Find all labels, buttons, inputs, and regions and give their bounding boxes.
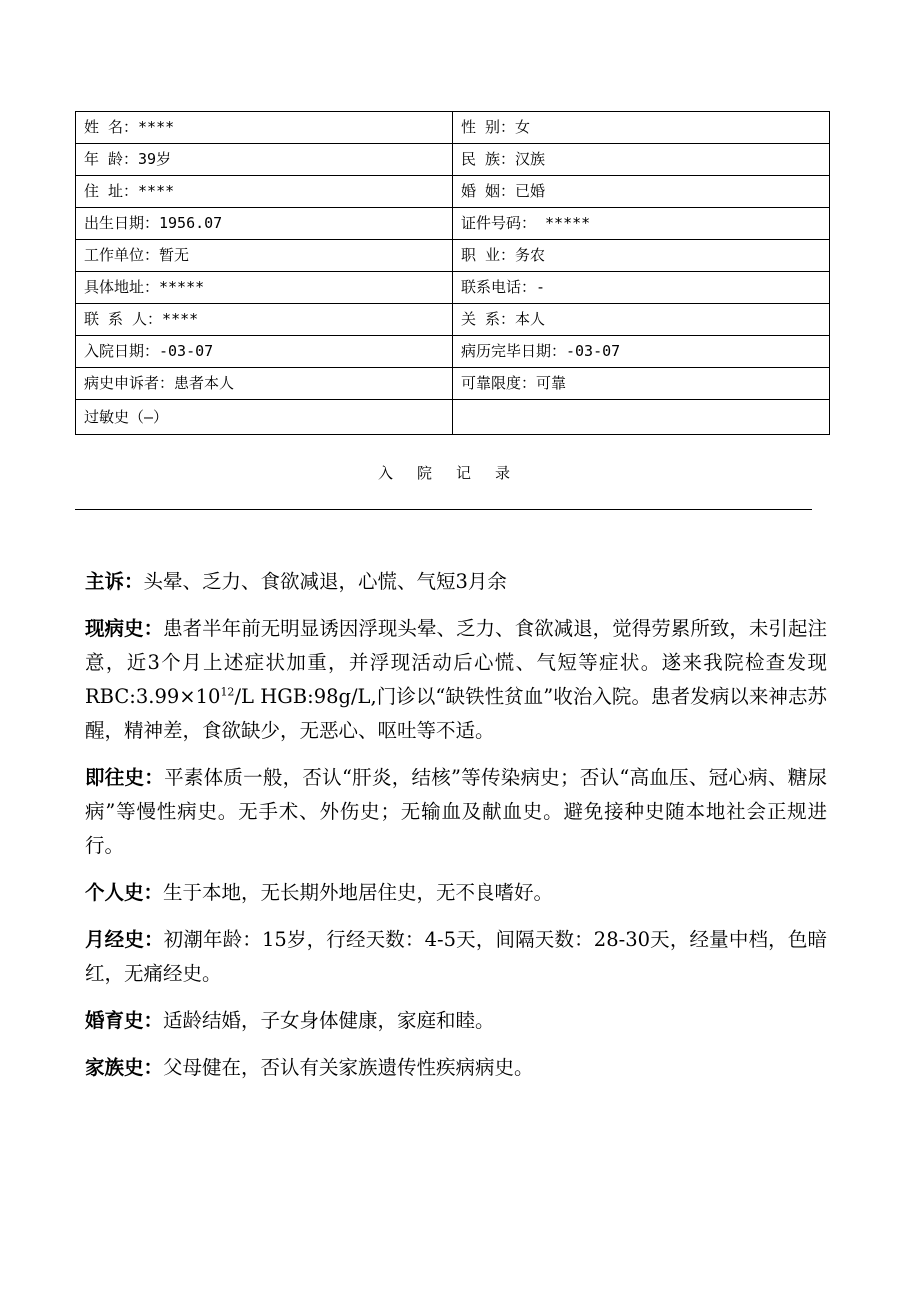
marital-history-text: 适龄结婚，子女身体健康，家庭和睦。 <box>163 1009 495 1032</box>
table-row <box>76 368 830 400</box>
rbc-exponent: 12 <box>220 685 235 699</box>
address-cell: 住 址：**** <box>76 176 453 208</box>
contact-person-cell: 联 系 人：**** <box>76 304 453 336</box>
present-illness-label: 现病史： <box>85 617 164 640</box>
past-history-text: 平素体质一般，否认“肝炎，结核”等传染病史；否认“高血压、冠心病、糖尿病”等慢性病史。无手术、外伤史；无输血及献血史。避免接种史随本地社会正规进行。 <box>85 766 827 857</box>
table-row <box>76 112 830 144</box>
personal-history-text: 生于本地，无长期外地居住史，无不良嗜好。 <box>163 881 554 904</box>
history-informant-cell: 病史申诉者：患者本人 <box>76 368 453 400</box>
present-illness-text-continued: /L HGB:98g/L,门诊以“缺铁性贫血”收治入院。患者发病以来神志苏醒，精神差，食欲缺少，无恶心、呕吐等不适。 <box>85 685 827 742</box>
table-row <box>76 240 830 272</box>
family-history-label: 家族史： <box>85 1056 164 1079</box>
ethnicity-cell: 民 族：汉族 <box>453 144 830 176</box>
chief-complaint-section <box>85 565 827 599</box>
employer-cell: 工作单位：暂无 <box>76 240 453 272</box>
phone-cell: 联系电话：- <box>453 272 830 304</box>
name-cell: 姓 名：**** <box>76 112 453 144</box>
table-row <box>76 272 830 304</box>
birth-date-cell: 出生日期：1956.07 <box>76 208 453 240</box>
id-number-cell: 证件号码： ***** <box>453 208 830 240</box>
relationship-cell: 关 系：本人 <box>453 304 830 336</box>
title-divider <box>75 509 812 510</box>
record-completion-date-cell: 病历完毕日期：-03-07 <box>453 336 830 368</box>
admission-date-cell: 入院日期：-03-07 <box>76 336 453 368</box>
family-history-text: 父母健在，否认有关家族遗传性疾病病史。 <box>163 1056 534 1079</box>
menstrual-history-section <box>85 923 827 991</box>
reliability-cell: 可靠限度：可靠 <box>453 368 830 400</box>
patient-info-table <box>75 111 830 435</box>
marital-history-label: 婚育史： <box>85 1009 164 1032</box>
present-illness-section <box>85 612 827 748</box>
empty-cell <box>453 400 830 435</box>
menstrual-history-label: 月经史： <box>85 928 164 951</box>
past-history-section <box>85 761 827 863</box>
age-cell: 年 龄：39岁 <box>76 144 453 176</box>
personal-history-section <box>85 876 827 910</box>
table-row <box>76 304 830 336</box>
table-row <box>76 400 830 435</box>
table-row <box>76 176 830 208</box>
family-history-section <box>85 1051 827 1085</box>
detailed-address-cell: 具体地址：***** <box>76 272 453 304</box>
allergy-history-cell: 过敏史（—） <box>76 400 453 435</box>
document-title: 入院记录 <box>377 464 534 482</box>
occupation-cell: 职 业：务农 <box>453 240 830 272</box>
personal-history-label: 个人史： <box>85 881 164 904</box>
marital-history-section <box>85 1004 827 1038</box>
table-row <box>76 336 830 368</box>
table-row <box>76 144 830 176</box>
admission-record-body <box>85 565 827 1098</box>
gender-cell: 性 别：女 <box>453 112 830 144</box>
menstrual-history-text: 初潮年龄：15岁，行经天数：4-5天，间隔天数：28-30天，经量中档，色暗红，无痛经史。 <box>85 928 827 985</box>
past-history-label: 即往史： <box>85 766 165 789</box>
present-illness-text: 患者半年前无明显诱因浮现头晕、乏力、食欲减退，觉得劳累所致，未引起注意，近3个月上述症状加重，并浮现活动后心慌、气短等症状。遂来我院检查发现 RBC:3.99×10 <box>85 617 827 708</box>
chief-complaint-text: 头晕、乏力、食欲减退，心慌、气短3月余 <box>143 570 507 593</box>
table-row <box>76 208 830 240</box>
chief-complaint-label: 主诉： <box>85 570 144 593</box>
marital-status-cell: 婚 姻：已婚 <box>453 176 830 208</box>
